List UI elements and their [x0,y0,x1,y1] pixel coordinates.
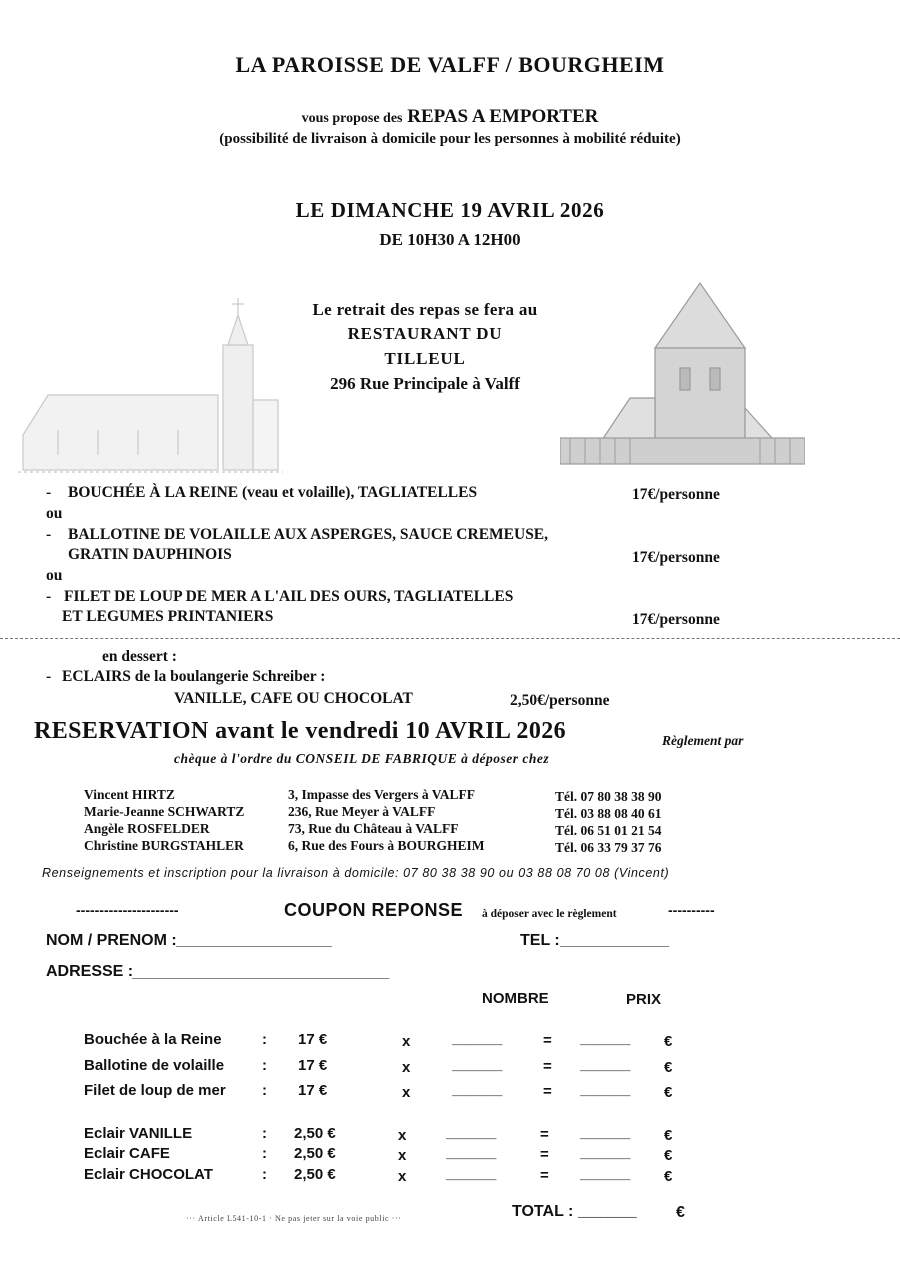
order-times: x [402,1059,411,1076]
order-equals: = [543,1083,552,1100]
menu-item-2-line-1: BALLOTINE DE VOLAILLE AUX ASPERGES, SAUCE CREMEUSE, [68,526,549,543]
order-times: x [398,1127,407,1144]
pickup-line-3: TILLEUL [384,349,466,368]
page-title: LA PAROISSE DE VALFF / BOURGHEIM [235,52,665,77]
menu-item-1-dash: - [46,484,52,501]
order-unit-price: 2,50 € [294,1166,336,1183]
order-currency: € [664,1168,673,1185]
order-currency: € [664,1033,673,1050]
address-label: ADRESSE : [46,963,134,980]
dessert-label: en dessert : [102,648,177,665]
contact-address: 6, Rue des Fours à BOURGHEIM [288,838,485,853]
order-quantity-field[interactable]: _______ [446,1148,497,1162]
menu-item-2-price: 17€/personne [632,549,720,566]
order-unit-price: 17 € [298,1031,328,1048]
order-equals: = [540,1146,549,1163]
menu-item-3-line-1: FILET DE LOUP DE MER A L'AIL DES OURS, TAGLIATELLES [64,588,514,605]
dessert-line-1: ECLAIRS de la boulangerie Schreiber : [62,668,326,685]
coupon-title: COUPON REPONSE [284,900,464,920]
contact-phone: Tél. 06 51 01 21 54 [555,823,662,838]
order-total-field[interactable]: _______ [580,1128,631,1142]
menu-item-3-line-2: ET LEGUMES PRINTANIERS [62,608,274,625]
contact-name: Marie-Jeanne SCHWARTZ [84,804,245,819]
offer-main: REPAS A EMPORTER [407,106,599,127]
order-equals: = [540,1126,549,1143]
order-label: Eclair VANILLE [84,1125,193,1142]
order-colon: : [262,1166,267,1183]
info-line: Renseignements et inscription pour la livraison à domicile: 07 80 38 38 90 ou 03 88 08 70 08 (Vincent) [42,866,670,880]
menu-or-2: ou [46,567,63,584]
contact-name: Christine BURGSTAHLER [84,838,244,853]
order-unit-price: 2,50 € [294,1145,336,1162]
order-label: Eclair CHOCOLAT [84,1166,213,1183]
order-quantity-field[interactable]: _______ [452,1060,503,1074]
order-equals: = [540,1167,549,1184]
menu-or-1: ou [46,505,63,522]
pickup-line-1: Le retrait des repas se fera au [312,300,538,319]
contact-name: Vincent HIRTZ [84,787,175,802]
menu-item-2-dash: - [46,526,52,543]
order-quantity-field[interactable]: _______ [452,1034,503,1048]
order-equals: = [543,1058,552,1075]
order-equals: = [543,1032,552,1049]
order-times: x [398,1147,407,1164]
contact-name: Angèle ROSFELDER [84,821,210,836]
tel-label: TEL : [520,932,560,949]
pickup-line-2: RESTAURANT DU [347,324,503,343]
order-quantity-field[interactable]: _______ [446,1128,497,1142]
order-total-field[interactable]: _______ [580,1060,631,1074]
menu-item-3-dash: - [46,588,52,605]
order-total-field[interactable]: _______ [580,1085,631,1099]
order-quantity-field[interactable]: _______ [446,1169,497,1183]
order-colon: : [262,1145,267,1162]
offer-note: (possibilité de livraison à domicile pour les personnes à mobilité réduite) [219,131,681,147]
payment-line-1: Règlement par [662,733,744,748]
cut-line [0,638,900,639]
reservation-deadline: RESERVATION avant le vendredi 10 AVRIL 2026 [34,718,567,744]
offer-line [0,106,900,128]
order-unit-price: 17 € [298,1057,328,1074]
order-colon: : [262,1031,267,1048]
order-currency: € [664,1127,673,1144]
name-label: NOM / PRENOM : [46,932,177,949]
menu-item-1-price: 17€/personne [632,486,720,503]
order-unit-price: 2,50 € [294,1125,336,1142]
order-times: x [402,1033,411,1050]
order-total-field[interactable]: _______ [580,1034,631,1048]
coupon-lead-dashes: ---------------------- [76,902,179,918]
order-times: x [398,1168,407,1185]
contact-phone: Tél. 06 33 79 37 76 [555,840,662,855]
order-quantity-field[interactable]: _______ [452,1085,503,1099]
contact-phone: Tél. 07 80 38 38 90 [555,789,662,804]
tel-field[interactable]: ______________ [560,934,670,949]
contact-phone: Tél. 03 88 08 40 61 [555,806,662,821]
order-label: Bouchée à la Reine [84,1031,222,1048]
order-label: Ballotine de volaille [84,1057,225,1074]
column-nombre: NOMBRE [482,990,549,1007]
order-colon: : [262,1125,267,1142]
total-currency: € [676,1204,685,1221]
menu-item-2-line-2: GRATIN DAUPHINOIS [68,546,232,563]
menu-item-3-price: 17€/personne [632,611,720,628]
order-currency: € [664,1147,673,1164]
payment-line-2: chèque à l'ordre du CONSEIL DE FABRIQUE à déposer chez [174,751,550,766]
offer-prefix: vous propose des [301,111,403,126]
address-field[interactable]: _________________________________ [132,966,390,981]
dessert-dash: - [46,668,52,685]
order-colon: : [262,1057,267,1074]
pickup-line-4: 296 Rue Principale à Valff [330,374,520,393]
column-prix: PRIX [626,991,662,1008]
coupon-trail-dashes: ---------- [668,902,715,918]
order-label: Eclair CAFE [84,1145,170,1162]
church-left-image [18,290,288,480]
legal-footer-note: ··· Article L541-10-1 · Ne pas jeter sur la voie public ··· [186,1214,402,1223]
total-label: TOTAL : [512,1203,574,1220]
order-times: x [402,1084,411,1101]
name-field[interactable]: ____________________ [176,934,333,949]
coupon-note: à déposer avec le règlement [482,908,617,920]
menu-item-1-line-1: BOUCHÉE À LA REINE (veau et volaille), TAGLIATELLES [68,484,478,501]
order-unit-price: 17 € [298,1082,328,1099]
dessert-line-2: VANILLE, CAFE OU CHOCOLAT [174,690,413,707]
total-field[interactable]: _______ [578,1205,637,1221]
event-date: LE DIMANCHE 19 AVRIL 2026 [295,198,605,222]
order-label: Filet de loup de mer [84,1082,226,1099]
order-total-field[interactable]: _______ [580,1148,631,1162]
contact-address: 73, Rue du Château à VALFF [288,821,459,836]
order-total-field[interactable]: _______ [580,1169,631,1183]
contact-address: 236, Rue Meyer à VALFF [288,804,436,819]
order-currency: € [664,1059,673,1076]
event-time: DE 10H30 A 12H00 [379,230,521,249]
order-colon: : [262,1082,267,1099]
contact-address: 3, Impasse des Vergers à VALFF [288,787,476,802]
dessert-price: 2,50€/personne [510,692,610,709]
order-currency: € [664,1084,673,1101]
